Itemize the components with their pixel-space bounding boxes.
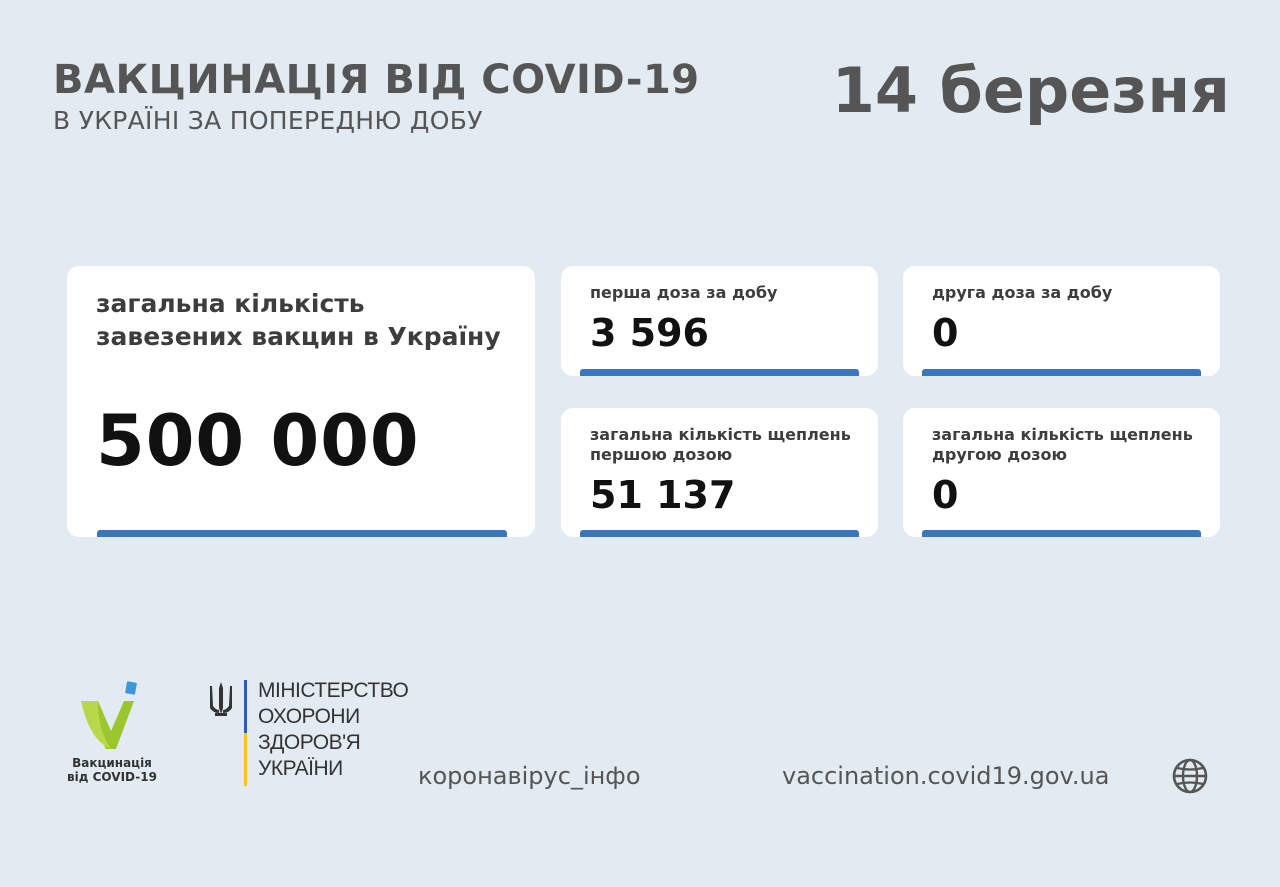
card-accent-bar bbox=[922, 530, 1201, 537]
page-title: ВАКЦИНАЦІЯ ВІД COVID-19 bbox=[53, 57, 700, 103]
card-accent-bar bbox=[580, 369, 859, 376]
total-first-dose-card bbox=[561, 408, 878, 537]
ministry-line: ЗДОРОВ'Я bbox=[258, 731, 361, 754]
logo-line-2: від COVID-19 bbox=[67, 770, 157, 785]
total-vaccines-label: загальна кількість завезених вакцин в Україну bbox=[96, 289, 501, 351]
coronavirus-info-link[interactable]: коронавірус_інфо bbox=[418, 762, 641, 790]
second-dose-day-card bbox=[903, 266, 1220, 376]
card-accent-bar bbox=[922, 369, 1201, 376]
page-subtitle: В УКРАЇНІ ЗА ПОПЕРЕДНЮ ДОБУ bbox=[53, 106, 483, 135]
second-dose-day-label: друга доза за добу bbox=[932, 283, 1113, 302]
ministry-flag-line bbox=[244, 680, 247, 786]
ministry-name bbox=[258, 678, 408, 782]
total-first-dose-value: 51 137 bbox=[590, 473, 736, 517]
first-dose-day-value: 3 596 bbox=[590, 311, 709, 355]
first-dose-day-label: перша доза за добу bbox=[590, 283, 778, 302]
logo-line-1: Вакцинація bbox=[72, 756, 152, 770]
second-dose-day-value: 0 bbox=[932, 311, 959, 355]
vaccination-logo-text bbox=[60, 756, 164, 785]
ministry-line: ОХОРОНИ bbox=[258, 705, 360, 728]
card-accent-bar bbox=[97, 530, 507, 537]
report-date: 14 березня bbox=[831, 54, 1230, 127]
ministry-line: УКРАЇНИ bbox=[258, 757, 343, 780]
total-second-dose-value: 0 bbox=[932, 473, 959, 517]
total-second-dose-label: загальна кількість щеплень другою дозою bbox=[932, 425, 1193, 464]
total-second-dose-card bbox=[903, 408, 1220, 537]
card-accent-bar bbox=[580, 530, 859, 537]
vaccination-site-link[interactable]: vaccination.covid19.gov.ua bbox=[782, 762, 1110, 790]
trident-icon bbox=[208, 680, 234, 720]
ministry-line: МІНІСТЕРСТВО bbox=[258, 679, 409, 702]
first-dose-day-card bbox=[561, 266, 878, 376]
total-vaccines-value: 500 000 bbox=[96, 400, 420, 482]
total-vaccines-card bbox=[67, 266, 535, 537]
vaccination-logo-icon bbox=[78, 679, 144, 755]
total-first-dose-label: загальна кількість щеплень першою дозою bbox=[590, 425, 851, 464]
globe-icon bbox=[1171, 757, 1209, 795]
